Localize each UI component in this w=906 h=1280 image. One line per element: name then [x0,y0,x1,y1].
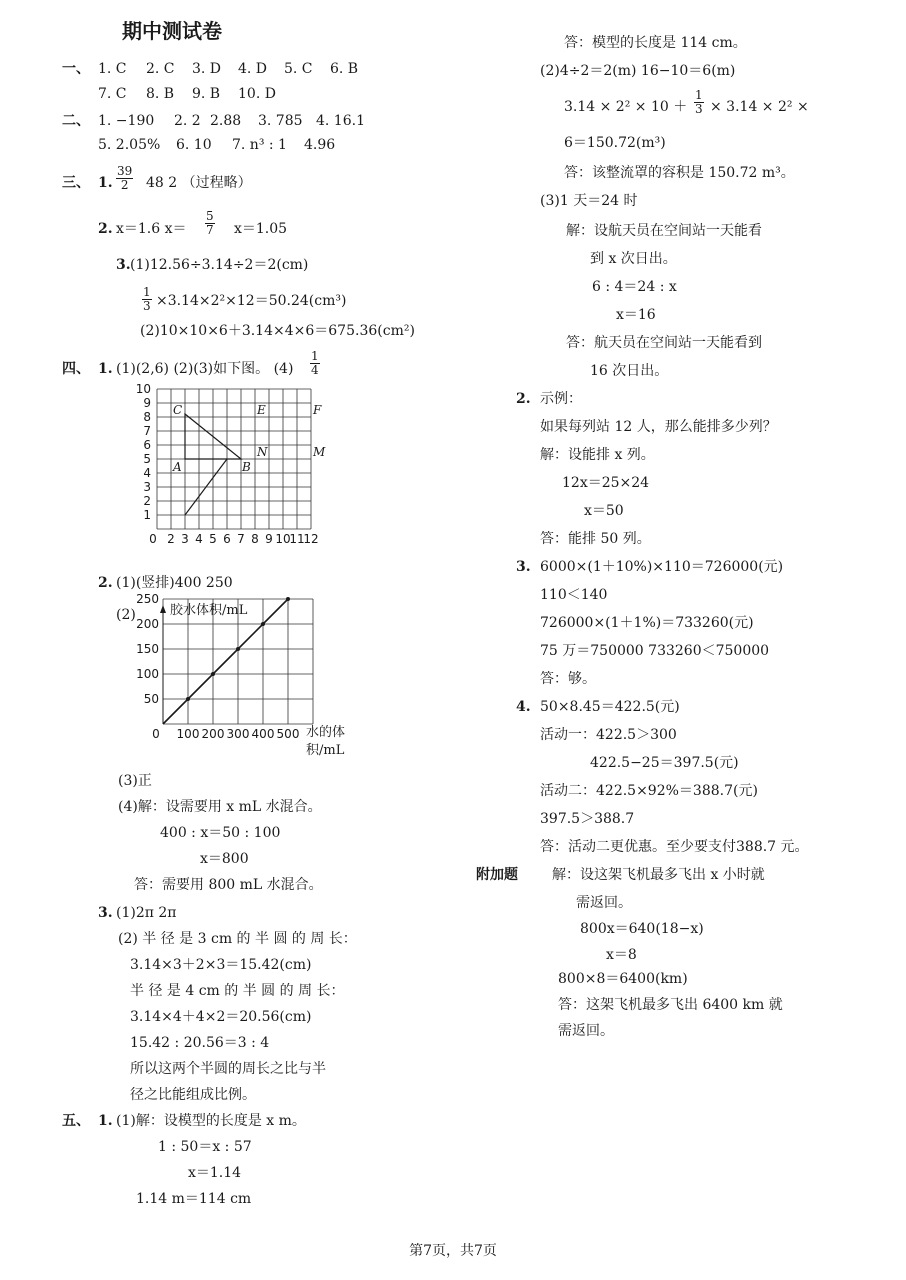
chart-data-point [186,697,190,701]
chart-x-tick-label: 0 [152,727,160,741]
s4-q1-frac [308,350,322,377]
chart-data-point [236,647,240,651]
s5-q1-line: x＝1.14 [188,1165,242,1181]
grid-x-tick-label: 10 [275,532,291,546]
r-line: 800x＝640(18−x) [580,921,704,937]
chart-y-tick-label: 150 [136,642,159,656]
grid-x-tick-label: 7 [237,532,245,546]
chart-x-tick-label: 300 [226,727,250,741]
chart-ylabel: 胶水体积/mL [170,603,248,618]
chart-xlabel-1: 水的体 [306,725,346,740]
s1-answer: 7. C [98,86,127,102]
grid-x-tick-label: 2 [167,532,175,546]
grid-y-tick-label: 4 [143,466,151,480]
s4-q2-line: (4)解：设需要用 x mL 水混合。 [118,799,322,815]
s4-q3-line: 半 径 是 4 cm 的 半 圆 的 周 长： [130,983,345,999]
grid-y-tick-label: 10 [135,382,151,396]
s2-answer: 5. 2.05% [98,137,161,153]
section-1-label: 一、 [62,61,90,77]
glue-water-line-chart [136,592,346,760]
point-label-b: B [242,460,251,474]
s4-q3-line: 15.42 : 20.56＝3 : 4 [130,1035,270,1051]
r-line: (2)4÷2＝2(m) 16−10＝6(m) [540,63,736,79]
q-number: 2. [98,221,113,237]
r-line: 6 : 4＝24 : x [592,279,677,295]
grid-x-tick-label: 6 [223,532,231,546]
grid-x-tick-label: 4 [195,532,203,546]
grid-y-tick-label: 5 [143,452,151,466]
s4-q2-line: (2) [116,607,136,623]
grid-y-tick-label: 3 [143,480,151,494]
fraction: $\frac{1}{4}$ [311,349,319,377]
grid-y-tick-label: 7 [143,424,151,438]
s2-answer: 3. 785 [258,113,303,129]
s4-q2-line: x＝800 [200,851,249,867]
s3-q1-answer [114,165,135,192]
chart-x-tick-label: 500 [276,727,300,741]
r-frac [692,89,706,116]
s1-answer: 9. B [192,86,221,102]
grid-y-tick-label: 8 [143,410,151,424]
chart-y-tick-label: 50 [143,692,159,706]
s1-answer: 10. D [238,86,276,102]
fraction: $\frac{5}{7}$ [206,209,214,237]
chart-data-point [286,597,290,601]
s3-q3-frac [140,286,154,313]
s4-q2-line: (3)正 [118,773,152,789]
grid-x-tick-label: 3 [181,532,189,546]
s1-answer: 4. D [238,61,268,77]
point-label-c: C [173,403,183,417]
s3-q3-line: (2)10×10×6＋3.14×4×6＝675.36(cm²) [140,323,415,339]
q-number: 1. [98,361,113,377]
section-3-label: 三、 [62,175,90,191]
q-number: 3. [98,905,113,921]
q-number: 2. [98,575,113,591]
s1-answer: 6. B [330,61,359,77]
q-number: 2. [516,391,531,407]
section-2-label: 二、 [62,113,90,129]
grid-y-tick-label: 1 [143,508,151,522]
s4-q2-line: (1)(竖排)400 250 [116,575,233,591]
s4-q3-line: (1)2π 2π [116,905,177,921]
r-line: 答：活动二更优惠。至少要支付388.7 元。 [540,839,809,855]
grid-x-tick-label: 11 [289,532,305,546]
r-line: x＝50 [584,503,624,519]
chart-y-tick-label: 250 [136,592,159,606]
r-line: 答：能排 50 列。 [540,531,651,547]
r-line: 答：这架飞机最多飞出 6400 km 就 [558,997,783,1013]
r-line: 示例： [540,391,582,407]
r-line: x＝8 [606,947,637,963]
s2-answer: 2.88 [210,113,242,129]
s2-answer: 4. 16.1 [316,113,365,129]
grid-x-tick-label: 5 [209,532,217,546]
grid-x-tick-label: 9 [265,532,273,546]
s5-q1-line: (1)解：设模型的长度是 x m。 [116,1113,306,1129]
r-line: 800×8＝6400(km) [558,971,688,987]
grid-y-tick-label: 2 [143,494,151,508]
s1-answer: 2. C [146,61,175,77]
s3-q2-b: x＝1.05 [234,221,288,237]
q-number: 1. [98,1113,113,1129]
r-line: 答：够。 [540,671,596,687]
fraction: $\frac{1}{3}$ [143,285,151,313]
s4-q3-line: 径之比能组成比例。 [130,1087,256,1103]
chart-x-tick-label: 100 [176,727,200,741]
s4-q2-line: 400 : x＝50 : 100 [160,825,281,841]
fraction: $\frac{1}{3}$ [695,88,703,116]
r-line: 50×8.45＝422.5(元) [540,699,680,715]
s2-answer: 1. −190 [98,113,155,129]
s4-q3-line: 所以这两个半圆的周长之比与半 [130,1061,326,1077]
s5-q1-line: 1 : 50＝x : 57 [158,1139,252,1155]
point-label-m: M [313,445,326,459]
chart-x-tick-label: 200 [201,727,225,741]
r-line: 如果每列站 12 人，那么能排多少列？ [540,419,777,435]
r-line: 726000×(1＋1%)＝733260(元) [540,615,754,631]
section-4-label: 四、 [62,361,90,377]
r-line: 6000×(1＋10%)×110＝726000(元) [540,559,784,575]
s3-q2-a: x＝1.6 x＝ [116,221,187,237]
s2-answer: 4.96 [304,137,336,153]
r-line: 6＝150.72(m³) [564,135,666,151]
r-line: 活动二：422.5×92%＝388.7(元) [540,783,758,799]
r-line: 到 x 次日出。 [590,251,677,267]
r-line: 解：设这架飞机最多飞出 x 小时就 [552,867,765,883]
s1-answer: 1. C [98,61,127,77]
r-line: 需返回。 [576,895,632,911]
r-line: 答：该整流罩的容积是 150.72 m³。 [564,165,795,181]
grid-y-tick-label: 6 [143,438,151,452]
r-line: x＝16 [616,307,656,323]
s4-q3-line: 3.14×3＋2×3＝15.42(cm) [130,957,312,973]
r-line: × 3.14 × 2² × [710,99,809,115]
q-number: 3. [116,257,131,273]
s5-q1-line: 1.14 m＝114 cm [136,1191,252,1207]
page-title: 期中测试卷 [122,19,222,43]
point-label-a: A [173,460,182,474]
point-label-e: E [257,403,266,417]
grid-x-tick-label: 0 [149,532,157,546]
r-line: 解：设航天员在空间站一天能看 [566,223,762,239]
s2-answer: 7. n³ : 1 [232,137,287,153]
coordinate-grid-figure [130,382,340,560]
q-number: 1. [98,175,113,191]
chart-y-tick-label: 100 [136,667,159,681]
r-line: 75 万＝750000 733260＜750000 [540,643,770,659]
r-line: 110＜140 [540,587,608,603]
r-line: 答：航天员在空间站一天能看到 [566,335,762,351]
fraction: $\frac{39}{2}$ [117,164,133,192]
r-line: 422.5−25＝397.5(元) [590,755,739,771]
q-number: 4. [516,699,531,715]
bonus-label: 附加题 [476,867,518,883]
r-line: 活动一：422.5＞300 [540,727,677,743]
s3-q3-line: (1)12.56÷3.14÷2＝2(cm) [130,257,309,273]
r-line: 16 次日出。 [590,363,669,379]
chart-y-axis-arrow [160,605,166,613]
chart-data-point [261,622,265,626]
r-line: 需返回。 [558,1023,614,1039]
s4-q1-text: (1)(2,6) (2)(3)如下图。 (4) [116,361,294,377]
r-line: 397.5＞388.7 [540,811,635,827]
grid-x-tick-label: 8 [251,532,259,546]
r-line: 3.14 × 2² × 10 ＋ [564,99,688,115]
point-label-f: F [313,403,322,417]
r-line: 解：设能排 x 列。 [540,447,655,463]
s1-answer: 8. B [146,86,175,102]
chart-x-tick-label: 400 [251,727,275,741]
grid-y-tick-label: 9 [143,396,151,410]
grid-x-tick-label: 12 [303,532,319,546]
s2-answer: 2. 2 [174,113,201,129]
s2-answer: 6. 10 [176,137,212,153]
page-footer: 第7页，共7页 [409,1243,497,1259]
point-label-n: N [257,445,268,459]
q-number: 3. [516,559,531,575]
s4-q3-line: (2) 半 径 是 3 cm 的 半 圆 的 周 长： [118,931,357,947]
r-line: 12x＝25×24 [562,475,650,491]
r-line: (3)1 天＝24 时 [540,193,638,209]
s1-answer: 5. C [284,61,313,77]
s3-q1-rest: 48 2 （过程略） [146,175,252,191]
section-5-label: 五、 [62,1113,90,1129]
r-line: 答：模型的长度是 114 cm。 [564,35,747,51]
s1-answer: 3. D [192,61,222,77]
chart-data-point [211,672,215,676]
chart-xlabel-2: 积/mL [306,743,345,758]
s3-q3-line: ×3.14×2²×12＝50.24(cm³) [156,293,347,309]
chart-y-tick-label: 200 [136,617,159,631]
s3-q2-frac [203,210,217,237]
s4-q3-line: 3.14×4＋4×2＝20.56(cm) [130,1009,312,1025]
s4-q2-line: 答：需要用 800 mL 水混合。 [134,877,323,893]
